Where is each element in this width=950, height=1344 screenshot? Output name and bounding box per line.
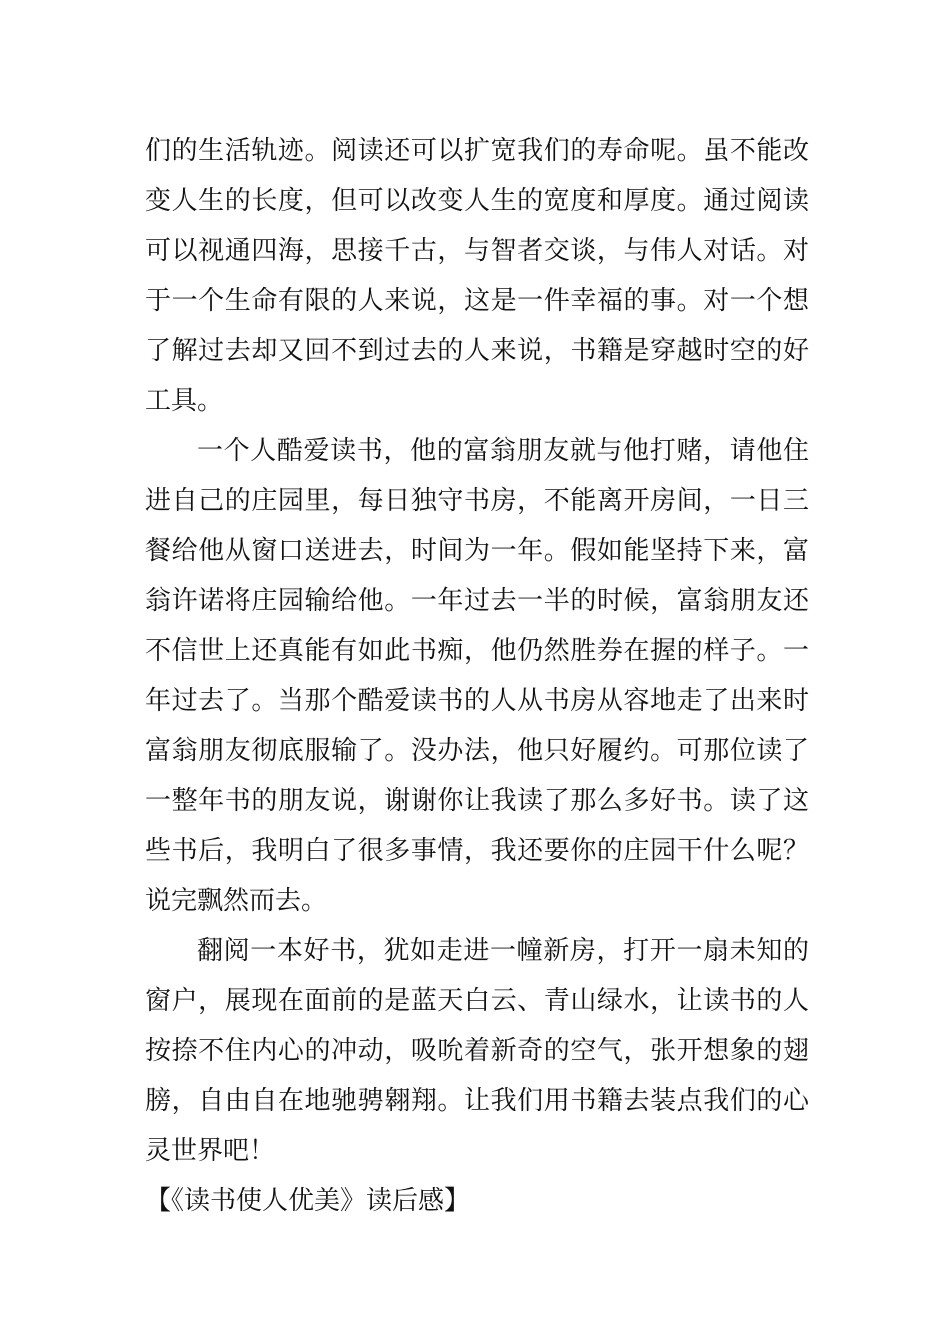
document-body — [145, 126, 809, 1226]
text-line: 不信世上还真能有如此书痴，他仍然胜券在握的样子。一 — [145, 636, 809, 666]
text-line: 富翁朋友彻底服输了。没办法，他只好履约。可那位读了 — [145, 736, 809, 766]
text-line: 进自己的庄园里，每日独守书房，不能离开房间，一日三 — [145, 486, 809, 516]
text-line: 些书后，我明白了很多事情，我还要你的庄园干什么呢？ — [145, 836, 809, 866]
text-line: 一整年书的朋友说，谢谢你让我读了那么多好书。读了这 — [145, 786, 809, 816]
text-line: 年过去了。当那个酷爱读书的人从书房从容地走了出来时 — [145, 686, 809, 716]
paragraph-1 — [145, 126, 809, 426]
text-line: 可以视通四海，思接千古，与智者交谈，与伟人对话。对 — [145, 236, 809, 266]
text-line: 工具。 — [145, 386, 224, 416]
text-line: 于一个生命有限的人来说，这是一件幸福的事。对一个想 — [145, 286, 809, 316]
paragraph-2 — [145, 426, 809, 926]
text-line: 按捺不住内心的冲动，吸吮着新奇的空气，张开想象的翅 — [145, 1036, 809, 1066]
text-line: 说完飘然而去。 — [145, 886, 328, 916]
text-line: 灵世界吧！ — [145, 1136, 276, 1166]
paragraph-3 — [145, 926, 809, 1176]
text-line: 膀，自由自在地驰骋翱翔。让我们用书籍去装点我们的心 — [145, 1086, 809, 1116]
text-line: 翁许诺将庄园输给他。一年过去一半的时候，富翁朋友还 — [145, 586, 809, 616]
text-line: 一个人酷爱读书，他的富翁朋友就与他打赌，请他住 — [197, 436, 809, 466]
text-line: 们的生活轨迹。阅读还可以扩宽我们的寿命呢。虽不能改 — [145, 136, 809, 166]
text-line: 餐给他从窗口送进去，时间为一年。假如能坚持下来，富 — [145, 536, 809, 566]
text-line: 变人生的长度，但可以改变人生的宽度和厚度。通过阅读 — [145, 186, 809, 216]
section-heading: 【《读书使人优美》读后感】 — [145, 1186, 471, 1216]
text-line: 翻阅一本好书，犹如走进一幢新房，打开一扇未知的 — [197, 936, 809, 966]
text-line: 了解过去却又回不到过去的人来说，书籍是穿越时空的好 — [145, 336, 809, 366]
text-line: 窗户，展现在面前的是蓝天白云、青山绿水，让读书的人 — [145, 986, 809, 1016]
